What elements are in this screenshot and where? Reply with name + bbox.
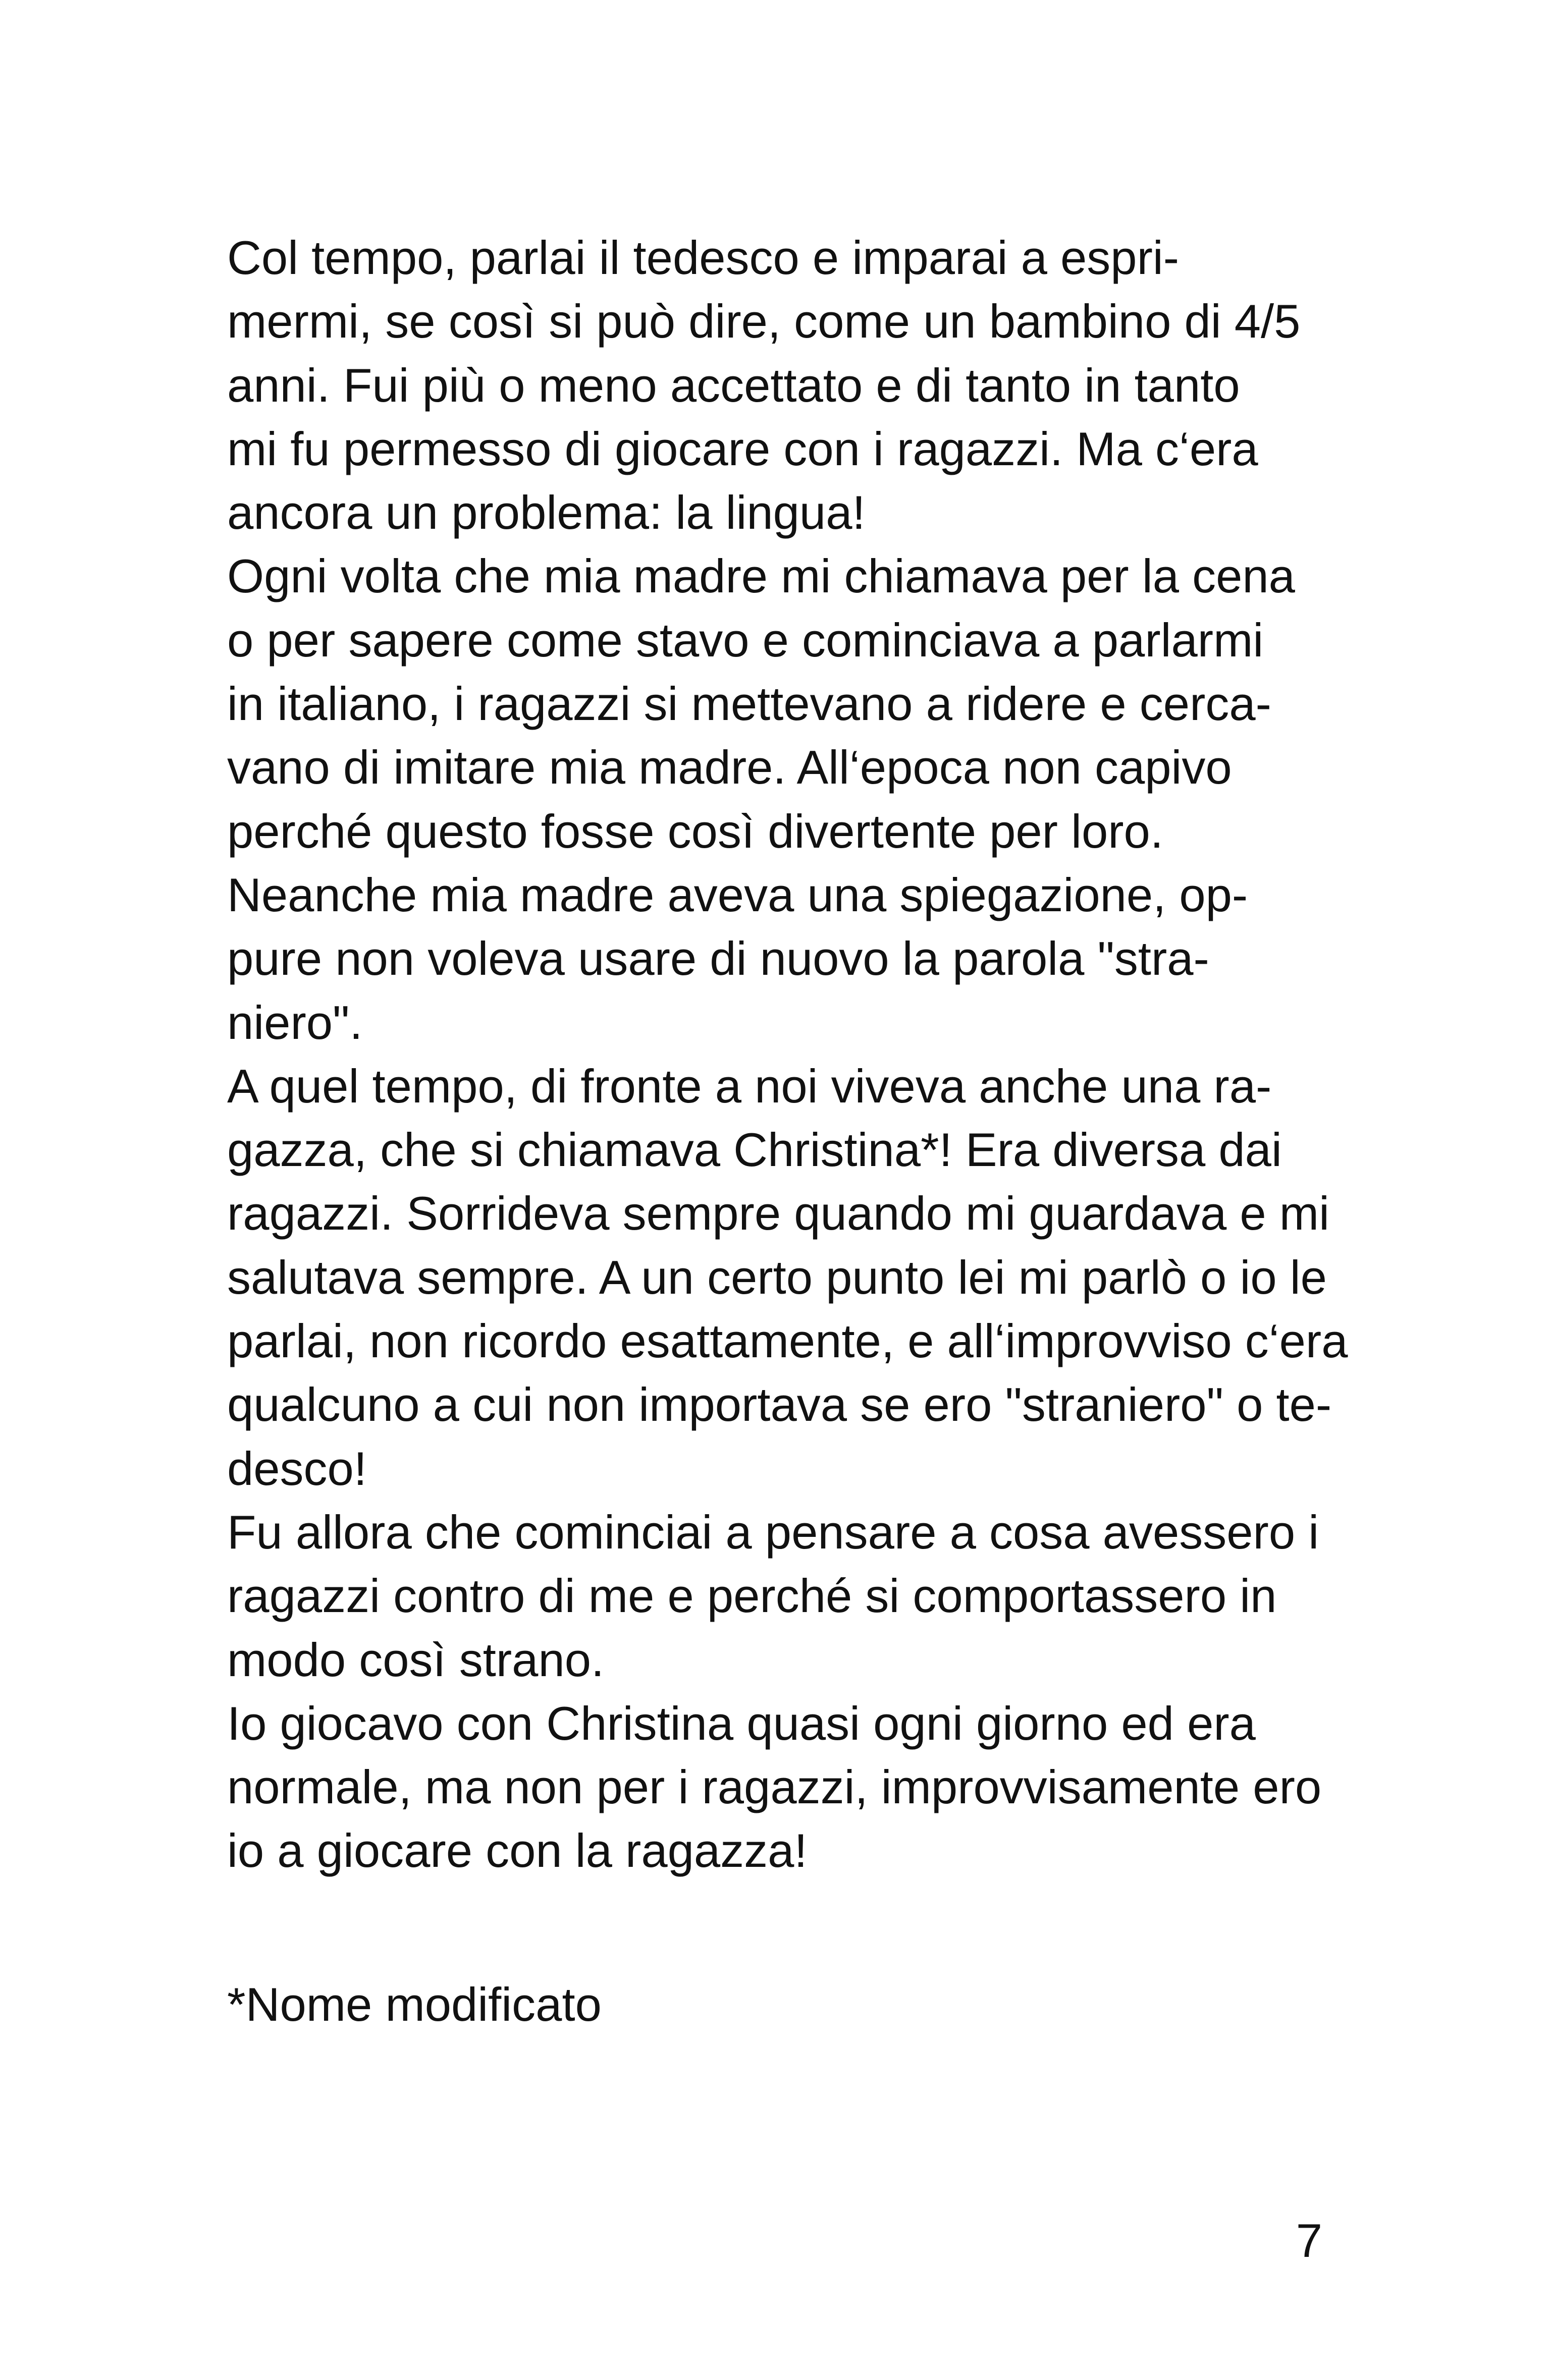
text-line: mermi, se così si può dire, come un bambino di 4/5 — [227, 295, 1301, 348]
footnote: *Nome modificato — [227, 1978, 602, 2031]
text-line: niero". — [227, 995, 363, 1049]
text-line: anni. Fui più o meno accettato e di tanto in tanto — [227, 358, 1240, 412]
page-number: 7 — [1296, 2214, 1322, 2267]
text-line: ragazzi contro di me e perché si comportassero in — [227, 1569, 1277, 1623]
text-line: A quel tempo, di fronte a noi viveva anche una ra- — [227, 1059, 1272, 1113]
text-line: salutava sempre. A un certo punto lei mi parlò o io le — [227, 1250, 1327, 1304]
text-line: gazza, che si chiamava Christina*! Era diversa dai — [227, 1123, 1282, 1177]
text-line: o per sapere come stavo e cominciava a parlarmi — [227, 613, 1264, 667]
text-line: ancora un problema: la lingua! — [227, 486, 866, 539]
text-line: qualcuno a cui non importava se ero "straniero" o te- — [227, 1378, 1332, 1431]
body-text — [227, 226, 1368, 1883]
text-line: ragazzi. Sorrideva sempre quando mi guardava e mi — [227, 1187, 1329, 1240]
text-line: in italiano, i ragazzi si mettevano a ridere e cerca- — [227, 677, 1271, 731]
text-line: Fu allora che cominciai a pensare a cosa avessero i — [227, 1505, 1319, 1559]
text-line: vano di imitare mia madre. All‘epoca non capivo — [227, 741, 1232, 794]
text-line: modo così strano. — [227, 1633, 605, 1686]
text-line: desco! — [227, 1442, 367, 1495]
text-line: pure non voleva usare di nuovo la parola "stra- — [227, 932, 1209, 985]
text-line: perché questo fosse così divertente per loro. — [227, 804, 1163, 858]
text-line: Io giocavo con Christina quasi ogni giorno ed era — [227, 1696, 1256, 1750]
text-line: io a giocare con la ragazza! — [227, 1824, 808, 1877]
text-line: mi fu permesso di giocare con i ragazzi. Ma c‘era — [227, 422, 1258, 475]
text-line: Neanche mia madre aveva una spiegazione, op- — [227, 868, 1248, 921]
text-line: Ogni volta che mia madre mi chiamava per la cena — [227, 549, 1295, 603]
text-line: Col tempo, parlai il tedesco e imparai a espri- — [227, 231, 1180, 284]
text-line: parlai, non ricordo esattamente, e all‘improvviso c‘era — [227, 1314, 1348, 1368]
text-line: normale, ma non per i ragazzi, improvvisamente ero — [227, 1760, 1322, 1814]
